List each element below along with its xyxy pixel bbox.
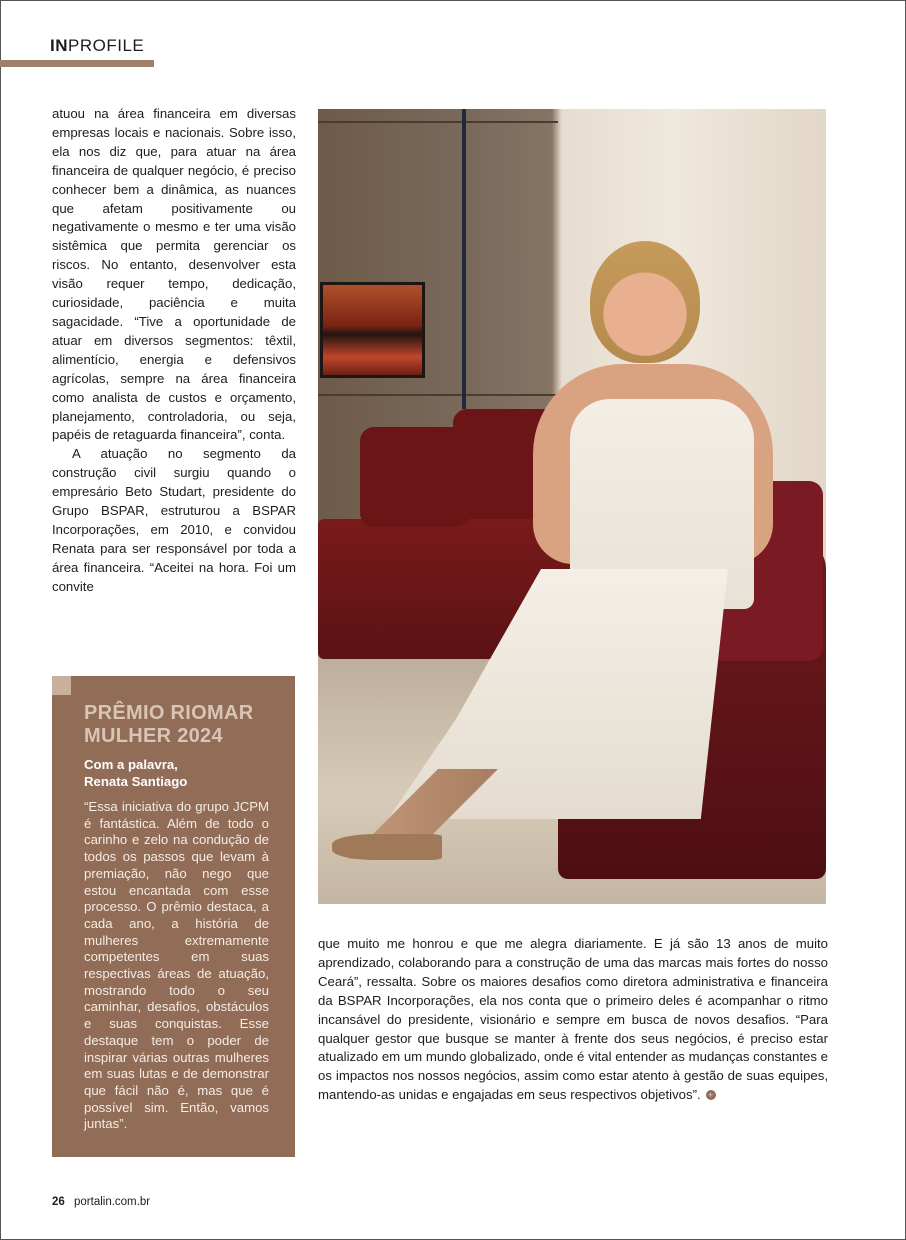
page-footer: [52, 1196, 150, 1208]
section-header: [50, 36, 144, 56]
footer-site-link[interactable]: portalin.com.br: [74, 1196, 151, 1208]
photo-wall-line: [318, 121, 558, 123]
sidebar-subtitle: [84, 756, 269, 790]
photo-figure-shoe: [332, 834, 442, 860]
sidebar-title: PRÊMIO RIOMAR MULHER 2024: [84, 702, 254, 747]
article-paragraph: que muito me honrou e que me alegra diariamente. E já são 13 anos de muito aprendizado, colaborando para a construção de uma das marcas mais fortes do nosso Ceará”, ressalta. Sobre os maiores desafios como diretora administrativa e financeira da BSPAR Incorporações, ela nos conta que o primeiro deles é acompanhar o ritmo incansável do presidente, visionário e sempre em busca de novos desafios. “Para qualquer gestor que busque se manter à frente dos seus negócios, é preciso estar atualizado em um mundo globalizado, onde é vital entender as mudanças constantes e os impactos nos nossos negócios, assim como estar atento à gestão de suas equipes, mantendo-as unidas e engajadas em seus respectivos objetivos”.: [318, 936, 828, 1103]
photo-lamp-pole: [462, 109, 466, 409]
article-left-column: [52, 105, 296, 597]
portrait-photo: [318, 109, 826, 904]
article-paragraph: A atuação no segmento da construção civil surgiu quando o empresário Beto Studart, presidente do Grupo BSPAR, estruturou a BSPAR Incorporações, em 2010, e convidou Renata para ser responsável por toda a área financeira. “Aceitei na hora. Foi um convite: [52, 446, 296, 594]
photo-figure-head: [590, 241, 700, 363]
sidebar-body: “Essa iniciativa do grupo JCPM é fantástica. Além de todo o carinho e zelo na condução de todos os passos que levam à premiação, não nego que estou encantada com esse processo. O prêmio destaca, a cada ano, a história de mulheres extremamente competentes em suas respectivas áreas de atuação, mostrando todo o seu caminhar, desafios, obstáculos e suas conquistas. Esse destaque tem o poder de inspirar várias outras mulheres em suas lutas e de demonstrar que fácil não é, mas que é possível sim. Então, vamos juntas”.: [84, 799, 269, 1132]
sidebar-subtitle-line: Com a palavra,: [84, 757, 178, 772]
end-of-article-icon: [706, 1090, 716, 1100]
sidebar-subtitle-line: Renata Santiago: [84, 774, 188, 789]
photo-painting: [320, 282, 425, 378]
sidebar-corner-square: [52, 676, 71, 695]
article-bottom-column: [318, 935, 828, 1105]
photo-wall-line: [318, 394, 558, 396]
section-header-light: PROFILE: [68, 36, 145, 55]
article-paragraph: atuou na área financeira em diversas empresas locais e nacionais. Sobre isso, ela nos diz que, para atuar na área financeira de qualquer negócio, é preciso conhecer bem a dinâmica, as nuances que afetam positivamente ou negativamente o mesmo e ter uma visão sistêmica que permita gerenciar os riscos. No entanto, desenvolver esta visão requer tempo, dedicação, curiosidade, paciência e muita sagacidade. “Tive a oportunidade de atuar em diversos segmentos: têxtil, alimentício, energia e defensivos agrícolas, sempre na área financeira como analista de custos e orçamento, planejamento, controladoria, ou seja, papéis de retaguarda financeira”, conta.: [52, 106, 296, 443]
header-rule: [0, 60, 154, 67]
section-header-bold: IN: [50, 36, 68, 55]
sidebar-box: [52, 676, 295, 1157]
page-number: 26: [52, 1196, 65, 1208]
